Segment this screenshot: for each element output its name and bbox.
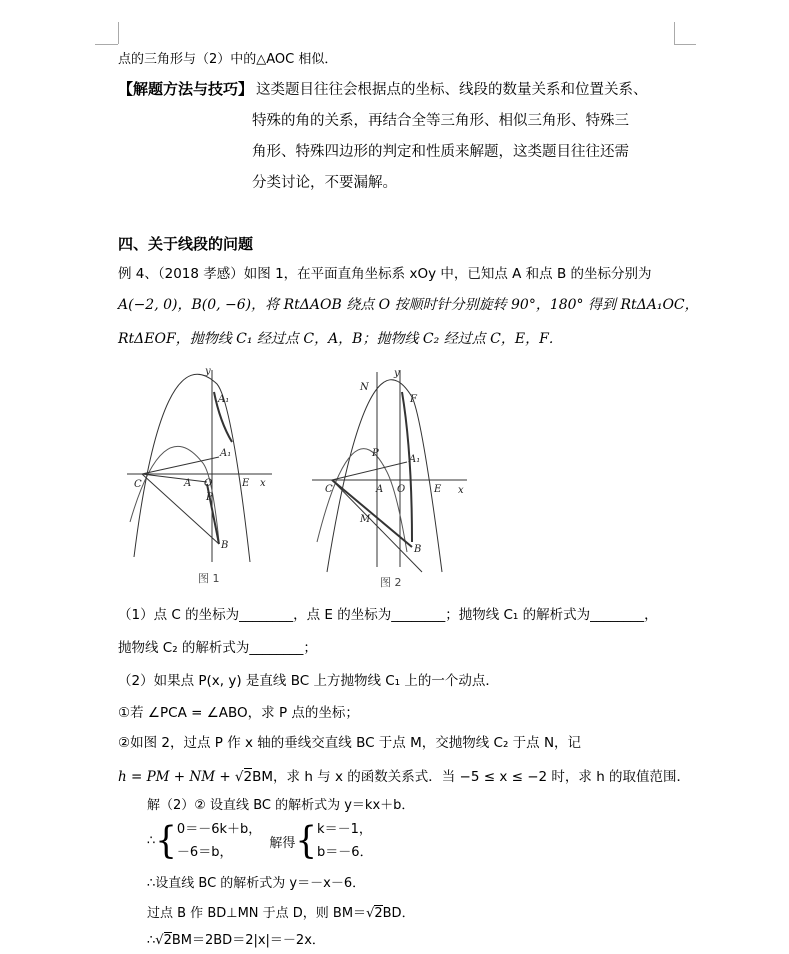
fig1-label-a: A xyxy=(184,478,192,489)
solution-line-3: ∴设直线 BC 的解析式为 y＝－x－6． xyxy=(147,876,366,891)
fig2-label-o: O xyxy=(397,484,406,495)
fig2-label-b: B xyxy=(414,544,422,555)
h-expression: h = PM + NM + xyxy=(118,769,235,785)
fig2-label-a: A xyxy=(376,484,384,495)
fig1-label-i: A₁ xyxy=(218,394,230,405)
fig1-label-b: B xyxy=(221,540,229,551)
fig2-parabola-c2 xyxy=(317,449,407,552)
section-title: 四、关于线段的问题 xyxy=(118,235,254,253)
fig2-label-y: y xyxy=(394,368,400,379)
figures xyxy=(122,362,482,590)
system-equations-2: k＝－1， b＝－6． xyxy=(317,822,373,860)
fig1-label-e: E xyxy=(242,478,250,489)
fig2-caption: 图 2 xyxy=(380,576,402,589)
crop-mark-top-right-v xyxy=(674,22,675,44)
left-brace-2: { xyxy=(295,819,318,863)
fig2-label-f: F xyxy=(410,394,417,405)
example-line-2: A(−2, 0)，B(0, −6)，将 RtΔAOB 绕点 O 按顺时针分别旋转 90°，180° 得到 RtΔA₁OC， xyxy=(118,297,699,313)
method-line-2: 特殊的角的关系，再结合全等三角形、相似三角形、特殊三 xyxy=(252,113,629,129)
fig1-caption: 图 1 xyxy=(198,572,220,585)
method-label: 【解题方法与技巧】 xyxy=(118,80,254,98)
fig1-label-y: y xyxy=(205,366,211,377)
method-line-4: 分类讨论，不要漏解。 xyxy=(252,175,397,191)
therefore-symbol: ∴ xyxy=(147,833,156,849)
fig2-label-n: N xyxy=(360,382,369,393)
question-2-part-3 xyxy=(118,765,690,785)
solution-system xyxy=(147,818,373,864)
solution-line-1: 解（2）② 设直线 BC 的解析式为 y＝kx＋b． xyxy=(147,798,415,813)
solution-line-5: ∴√2BM＝2BD＝2|x|＝－2x． xyxy=(147,933,325,948)
example-line-3: RtΔEOF，抛物线 C₁ 经过点 C，A，B；抛物线 C₂ 经过点 C，E，F． xyxy=(118,331,563,347)
question-1-line-b: 抛物线 C₂ 的解析式为________； xyxy=(118,640,317,656)
fig1-label-x: x xyxy=(260,478,266,489)
question-2: （2）如果点 P(x, y) 是直线 BC 上方抛物线 C₁ 上的一个动点． xyxy=(118,673,499,689)
sqrt-2-a: √2 xyxy=(234,769,253,785)
fig1-line-cp xyxy=(142,474,207,482)
fig2-label-x: x xyxy=(458,485,464,496)
previous-line: 点的三角形与（2）中的△AOC 相似． xyxy=(118,52,338,67)
crop-mark-top-left xyxy=(95,44,118,45)
solve-label: 解得 xyxy=(269,835,296,851)
fig1-label-p: P xyxy=(206,492,213,503)
fig2-label-m: M xyxy=(360,514,371,525)
fig1-label-c: C xyxy=(134,479,142,490)
fig1-label-o: O xyxy=(204,478,213,489)
system-equations-1: 0＝－6k＋b， －6＝b， xyxy=(176,822,262,860)
question-1-line-a: （1）点 C 的坐标为________，点 E 的坐标为________；抛物线 C₁ 的解析式为________， xyxy=(118,607,658,623)
fig2-line-ca1 xyxy=(332,462,407,480)
fig1-label-a1: A₁ xyxy=(220,448,232,459)
method-line-1: 这类题目往往会根据点的坐标、线段的数量关系和位置关系、 xyxy=(256,82,648,98)
crop-mark-top-left-v xyxy=(118,22,119,44)
fig2-label-c: C xyxy=(325,484,333,495)
fig2-label-p: P xyxy=(372,448,379,459)
figure-diagram xyxy=(122,362,482,590)
left-brace-1: { xyxy=(155,819,177,863)
fig2-label-e: E xyxy=(434,484,442,495)
example-line-1: 例 4、（2018 孝感）如图 1，在平面直角坐标系 xOy 中，已知点 A 和点 B 的坐标分别为 xyxy=(118,266,652,282)
fig2-bold-curve xyxy=(402,392,412,542)
h-expression-rest: BM，求 h 与 x 的函数关系式．当 −5 ≤ x ≤ −2 时，求 h 的取值范围． xyxy=(252,769,691,785)
fig2-parabola-c1 xyxy=(327,380,442,572)
method-line-3: 角形、特殊四边形的判定和性质来解题，这类题目往往还需 xyxy=(252,144,629,160)
solution-line-4: 过点 B 作 BD⊥MN 于点 D，则 BM＝√2BD． xyxy=(147,906,415,921)
crop-mark-top-right xyxy=(674,44,696,45)
question-2-part-2: ②如图 2，过点 P 作 x 轴的垂线交直线 BC 于点 M，交抛物线 C₂ 于点 N，记 xyxy=(118,735,582,751)
question-2-part-1: ①若 ∠PCA = ∠ABO，求 P 点的坐标； xyxy=(118,705,359,721)
fig2-label-a1: A₁ xyxy=(409,454,421,465)
